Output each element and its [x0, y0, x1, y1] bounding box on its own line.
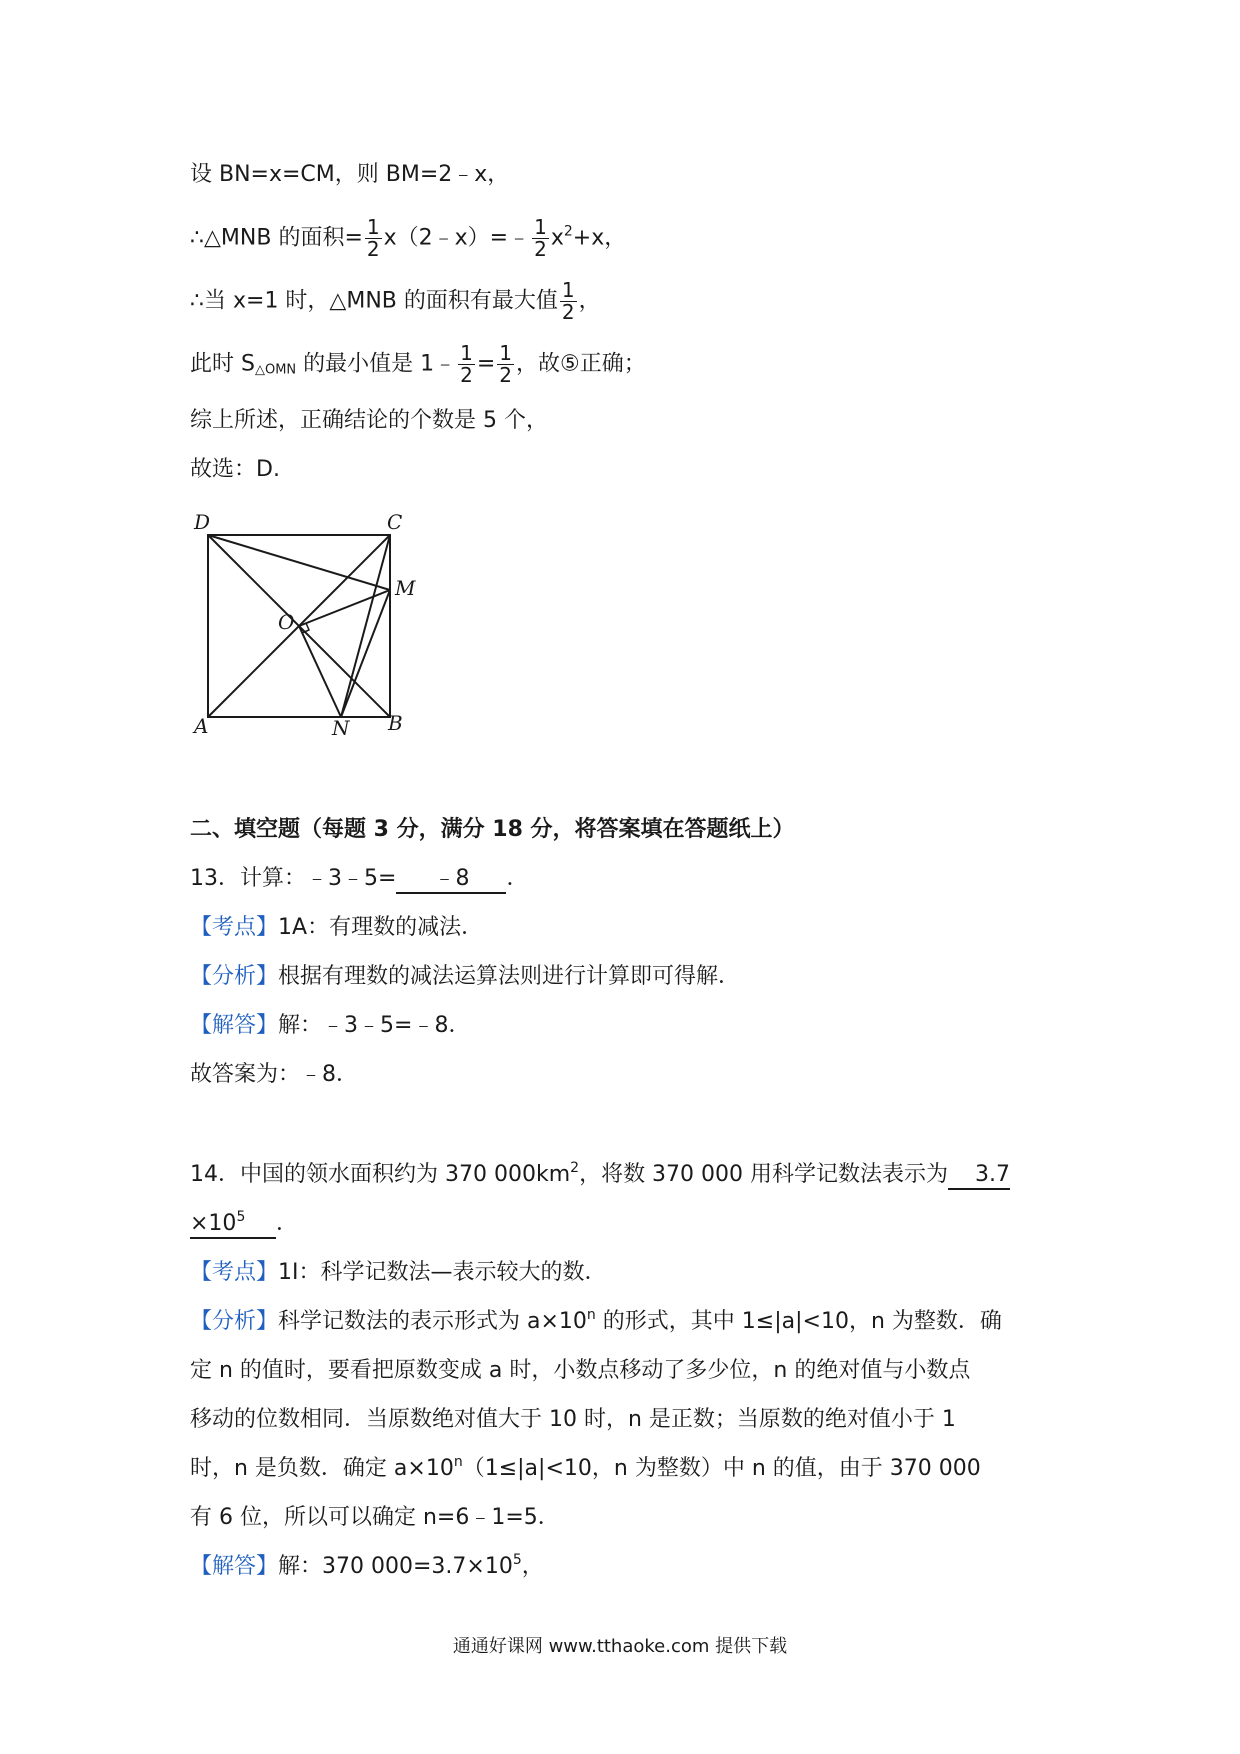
line-text: 故选：D. [190, 457, 280, 482]
fenxi-text: 定 n 的值时，要看把原数变成 a 时，小数点移动了多少位，n 的绝对值与小数点 [190, 1358, 971, 1383]
fraction-numerator: 1 [561, 278, 575, 302]
tag-jieda: 【解答】 [190, 1013, 279, 1038]
line-text: ∴△MNB 的面积= [190, 225, 363, 251]
line-text: 综上所述，正确结论的个数是 5 个， [190, 408, 548, 433]
fenxi-text: 的形式，其中 1≤|a|<10，n 为整数．确 [595, 1309, 1002, 1334]
q14-jieda [190, 1552, 544, 1582]
superscript: n [453, 1454, 463, 1470]
solution-line-1 [190, 160, 509, 190]
fenxi-text: 根据有理数的减法运算法则进行计算即可得解． [278, 964, 741, 989]
fenxi-text: 时，n 是负数．确定 a×10 [190, 1456, 454, 1481]
fraction-half [458, 343, 475, 386]
line-text: ∴当 x=1 时，△MNB 的面积有最大值 [190, 288, 558, 314]
fraction-denominator: 2 [534, 237, 547, 261]
fraction-denominator: 2 [366, 237, 380, 261]
label-b: B [388, 711, 403, 735]
label-m: M [395, 576, 416, 600]
heading-text: 二、填空题（每题 3 分，满分 18 分，将答案填在答题纸上） [190, 817, 795, 842]
solution-line-3 [190, 280, 601, 323]
line-text: ，故⑤正确； [516, 351, 646, 377]
superscript: n [586, 1307, 596, 1323]
q14-fenxi-line-3 [190, 1405, 956, 1435]
line-text: +x， [572, 225, 627, 251]
fraction-numerator: 1 [366, 215, 380, 239]
fraction-half [365, 217, 382, 260]
line-text: 的最小值是 1﹣ [296, 351, 457, 377]
tag-kaodian: 【考点】 [190, 915, 279, 940]
fraction-half [497, 343, 514, 386]
superscript: 2 [570, 1160, 580, 1176]
kaodian-text: 1A：有理数的减法． [278, 915, 484, 940]
superscript: 2 [563, 223, 573, 240]
q13-jieda [190, 1011, 470, 1041]
q14-fenxi-line-5 [190, 1503, 560, 1533]
fraction-denominator: 2 [460, 363, 473, 387]
fraction-denominator: 2 [561, 300, 575, 324]
q14-fenxi-line-2 [190, 1356, 970, 1386]
jieda-text: 解：370 000=3.7×10 [278, 1554, 513, 1579]
solution-line-2 [190, 217, 626, 260]
label-o: O [278, 610, 295, 634]
segment-nm [341, 590, 390, 717]
solution-line-5 [190, 406, 548, 436]
tag-fenxi: 【分析】 [190, 1309, 279, 1334]
fraction-numerator: 1 [460, 341, 473, 365]
square-geometry-figure [190, 505, 430, 735]
fraction-half [560, 280, 577, 323]
fraction-half [532, 217, 549, 260]
superscript: 5 [512, 1552, 522, 1568]
superscript: 5 [236, 1209, 246, 1225]
line-text: ， [578, 288, 601, 314]
q14-fenxi-line-1 [190, 1307, 1002, 1337]
label-c: C [387, 510, 403, 534]
fenxi-text: 科学记数法的表示形式为 a×10 [278, 1309, 587, 1334]
q13-fenxi [190, 962, 740, 992]
fenxi-text: 有 6 位，所以可以确定 n=6﹣1=5． [190, 1505, 560, 1530]
segment-on [299, 626, 341, 717]
subscript: △OMN [254, 362, 297, 378]
jieda-text: ， [521, 1554, 544, 1579]
line-text: x [550, 225, 564, 251]
answer-text: ×10 [190, 1211, 237, 1236]
q13-kaodian [190, 913, 483, 943]
final-answer-text: 故答案为：﹣8． [190, 1062, 358, 1087]
segment-nc [341, 535, 390, 717]
line-text: 设 BN=x=CM，则 BM=2﹣x， [190, 162, 510, 187]
fenxi-text: （1≤|a|<10，n 为整数）中 n 的值，由于 370 000 [462, 1456, 981, 1481]
segment-om [299, 590, 390, 626]
q14-question-line-2 [190, 1209, 298, 1239]
line-text: = [476, 351, 496, 377]
answer-blank: 3.7 [948, 1162, 1010, 1190]
tag-kaodian: 【考点】 [190, 1260, 279, 1285]
question-text: ． [276, 1211, 299, 1236]
fenxi-text: 移动的位数相同．当原数绝对值大于 10 时，n 是正数；当原数的绝对值小于 1 [190, 1407, 956, 1432]
fraction-denominator: 2 [499, 363, 513, 387]
answer-blank: ﹣8 [396, 866, 506, 894]
line-text: 此时 S [190, 351, 255, 377]
label-n: N [332, 716, 350, 735]
q14-kaodian [190, 1258, 607, 1288]
jieda-text: 解：﹣3﹣5=﹣8． [278, 1013, 471, 1038]
label-d: D [194, 510, 211, 534]
answer-blank-continued [190, 1211, 276, 1239]
solution-line-6 [190, 455, 280, 485]
label-a: A [194, 714, 209, 735]
question-text: 13．计算：﹣3﹣5= [190, 866, 397, 891]
q14-question-line-1 [190, 1160, 1010, 1190]
tag-jieda: 【解答】 [190, 1554, 279, 1579]
q14-fenxi-line-4 [190, 1454, 981, 1484]
kaodian-text: 1I：科学记数法—表示较大的数． [278, 1260, 607, 1285]
fraction-numerator: 1 [534, 215, 547, 239]
question-text: ． [506, 866, 529, 891]
solution-line-4 [190, 343, 646, 386]
question-text: 14．中国的领水面积约为 370 000km [190, 1162, 571, 1187]
question-text: ，将数 370 000 用科学记数法表示为 [579, 1162, 949, 1187]
q13-question [190, 864, 528, 894]
q13-final-answer [190, 1060, 358, 1090]
line-text: x（2﹣x）=﹣ [383, 225, 531, 251]
tag-fenxi: 【分析】 [190, 964, 279, 989]
fraction-numerator: 1 [499, 341, 513, 365]
section-heading [190, 815, 795, 845]
page-footer: 通通好课网 www.tthaoke.com 提供下载 [452, 1636, 788, 1657]
